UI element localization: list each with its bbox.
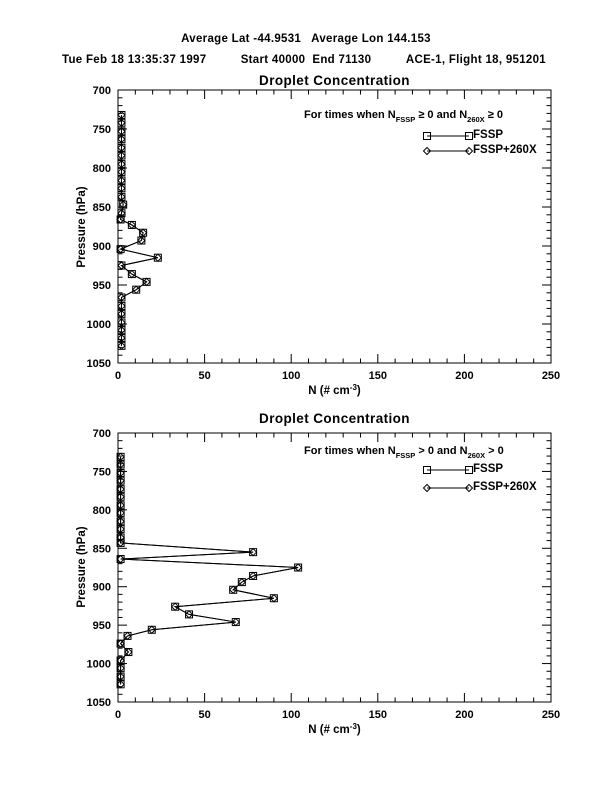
y-tick-label: 700: [92, 85, 111, 97]
x-tick-label: 50: [198, 709, 211, 721]
y-tick-label: 750: [92, 124, 111, 136]
condition-sub-fssp: FSSP: [395, 115, 416, 124]
condition-sub-fssp: FSSP: [395, 451, 416, 460]
legend-label-fssp: FSSP: [473, 463, 504, 475]
chart-bottom: [0, 404, 612, 748]
y-tick-label: 800: [92, 504, 111, 517]
legend-label-fssp: FSSP: [473, 129, 504, 141]
legend-label-fssp-260x: FSSP+260X: [473, 481, 537, 493]
y-tick-label: 900: [92, 241, 111, 253]
chart-top: [0, 66, 612, 404]
y-tick-label: 850: [92, 543, 111, 556]
condition-mid: ≥ 0 and N: [415, 109, 468, 121]
x-tick-label: 150: [368, 709, 387, 721]
x-tick-label: 200: [455, 709, 474, 721]
y-tick-label: 1050: [86, 358, 111, 370]
y-tick-label: 850: [92, 202, 111, 214]
condition-sub-260x: 260X: [467, 115, 485, 124]
chart-bottom-y-axis-label: Pressure (hPa): [76, 526, 88, 608]
y-tick-label: 750: [92, 466, 111, 479]
chart-top-x-axis-label: [118, 383, 551, 397]
condition-prefix: For times when N: [304, 109, 396, 121]
chart-bottom-condition-note: [304, 445, 504, 460]
y-tick-label: 950: [92, 620, 111, 633]
legend-label-fssp-260x: FSSP+260X: [473, 144, 537, 156]
y-tick-label: 800: [92, 163, 111, 175]
series-line-fssp: [121, 457, 299, 684]
condition-prefix: For times when N: [304, 445, 396, 457]
x-tick-label: 50: [198, 370, 211, 382]
y-tick-label: 1000: [86, 319, 111, 331]
x-tick-label: 100: [282, 709, 301, 721]
condition-mid: > 0 and N: [415, 445, 468, 457]
xlabel-suffix: ): [356, 385, 361, 397]
condition-sub-260x: 260X: [467, 451, 486, 460]
chart-top-title: Droplet Concentration: [259, 73, 410, 88]
condition-suffix: > 0: [485, 445, 504, 457]
chart-bottom-x-axis-label: [118, 722, 551, 736]
y-tick-label: 950: [92, 280, 111, 292]
series-line-fssp-260x: [121, 457, 299, 684]
header-start-end: Start 40000 End 71130: [240, 54, 372, 66]
y-tick-label: 700: [92, 428, 111, 440]
xlabel-prefix: N (# cm: [308, 385, 350, 397]
header-average-latlon: Average Lat -44.9531 Average Lon 144.153: [181, 33, 431, 45]
x-tick-label: 250: [541, 370, 561, 382]
header-timestamp: Tue Feb 18 13:35:37 1997: [62, 54, 207, 66]
chart-bottom-title: Droplet Concentration: [259, 411, 410, 426]
chart-top-condition-note: [304, 109, 503, 124]
y-tick-label: 1050: [86, 697, 111, 709]
header-flight-id: ACE-1, Flight 18, 951201: [405, 54, 546, 66]
x-tick-label: 250: [541, 709, 561, 721]
xlabel-exponent: -3: [349, 383, 357, 392]
xlabel-exponent: -3: [349, 722, 357, 731]
xlabel-prefix: N (# cm: [308, 724, 350, 736]
chart-top-y-axis-label: Pressure (hPa): [76, 186, 88, 268]
x-tick-label: 0: [114, 370, 122, 382]
y-tick-label: 1000: [86, 658, 111, 671]
condition-suffix: ≥ 0: [484, 109, 503, 121]
x-tick-label: 0: [114, 709, 122, 721]
x-tick-label: 150: [368, 370, 387, 382]
x-tick-label: 100: [282, 370, 301, 382]
y-tick-label: 900: [92, 581, 111, 594]
xlabel-suffix: ): [356, 724, 361, 736]
x-tick-label: 200: [455, 370, 474, 382]
